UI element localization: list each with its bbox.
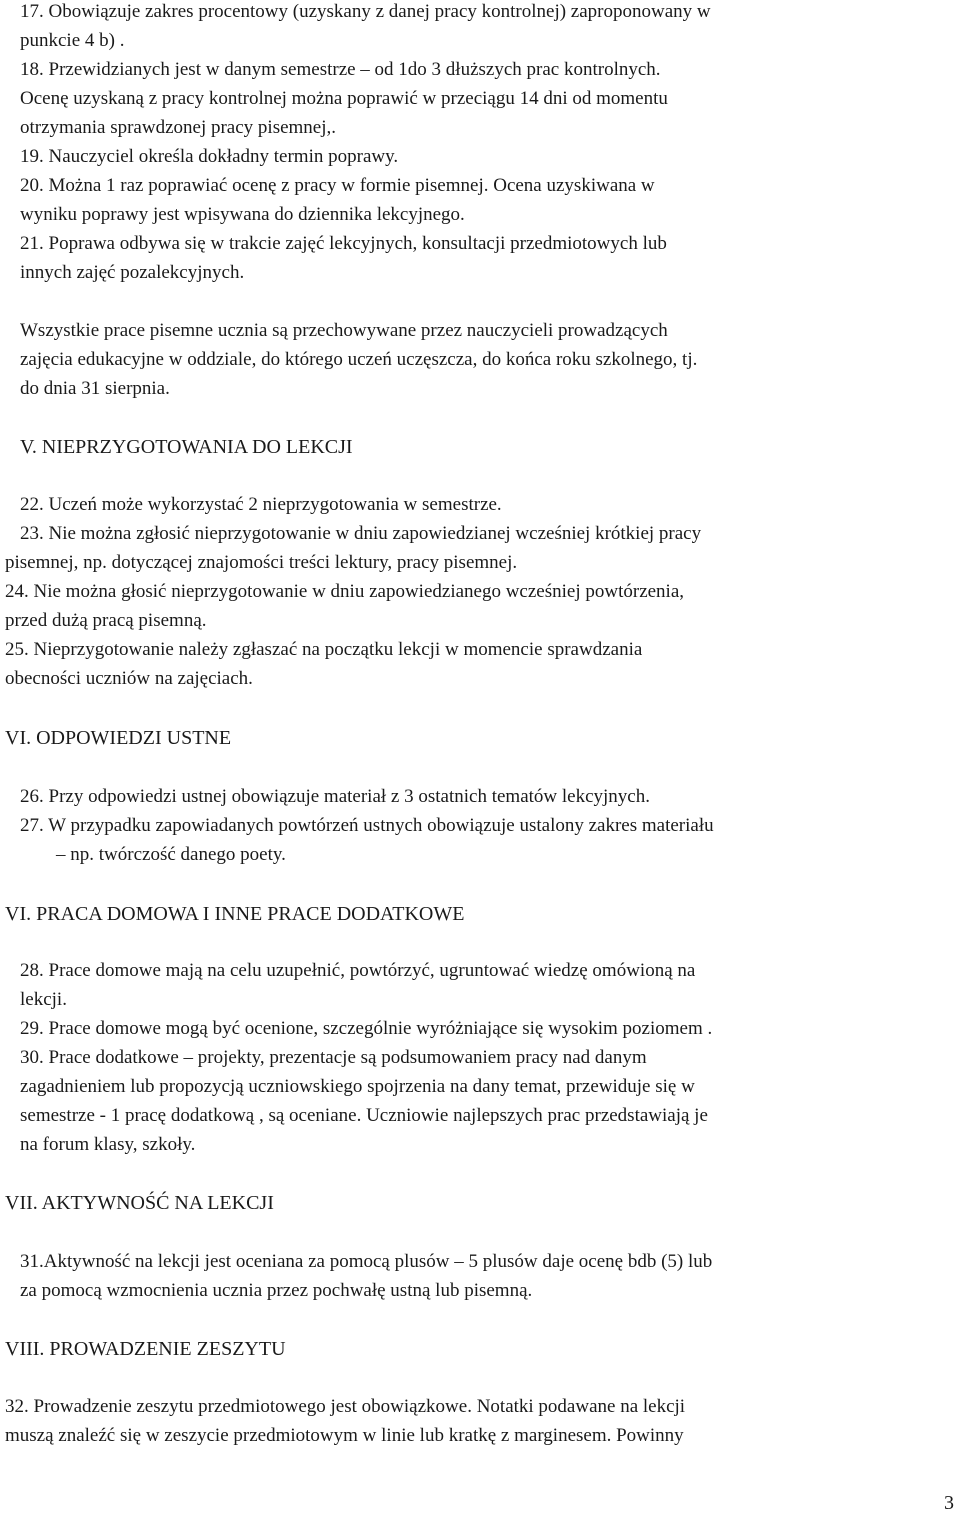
text-line: 20. Można 1 raz poprawiać ocenę z pracy w formie pisemnej. Ocena uzyskiwana w xyxy=(20,175,655,196)
section-heading: VIII. PROWADZENIE ZESZYTU xyxy=(5,1338,286,1360)
text-line: 28. Prace domowe mają na celu uzupełnić, powtórzyć, ugruntować wiedzę omówioną na xyxy=(20,960,696,981)
page-number: 3 xyxy=(944,1492,954,1514)
text-line: 23. Nie można zgłosić nieprzygotowanie w dniu zapowiedzianej wcześniej krótkiej pracy xyxy=(20,523,702,544)
text-line: za pomocą wzmocnienia ucznia przez pochwałę ustną lub pisemną. xyxy=(20,1280,533,1301)
text-line: pisemnej, np. dotyczącej znajomości treści lektury, pracy pisemnej. xyxy=(5,552,518,573)
text-line: punkcie 4 b) . xyxy=(20,30,125,51)
text-line: 17. Obowiązuje zakres procentowy (uzyskany z danej pracy kontrolnej) zaproponowany w xyxy=(20,1,711,22)
section-heading: VI. ODPOWIEDZI USTNE xyxy=(5,727,232,749)
text-line: 31.Aktywność na lekcji jest oceniana za pomocą plusów – 5 plusów daje ocenę bdb (5) lub xyxy=(20,1251,713,1272)
text-line: 22. Uczeń może wykorzystać 2 nieprzygotowania w semestrze. xyxy=(20,494,502,515)
text-line: Ocenę uzyskaną z pracy kontrolnej można poprawić w przeciągu 14 dni od momentu xyxy=(20,88,668,109)
text-line: 25. Nieprzygotowanie należy zgłaszać na początku lekcji w momencie sprawdzania xyxy=(5,639,643,660)
text-line: lekcji. xyxy=(20,989,67,1010)
section-heading: VI. PRACA DOMOWA I INNE PRACE DODATKOWE xyxy=(5,903,465,925)
text-line: 30. Prace dodatkowe – projekty, prezentacje są podsumowaniem pracy nad danym xyxy=(20,1047,647,1068)
text-line: 26. Przy odpowiedzi ustnej obowiązuje materiał z 3 ostatnich tematów lekcyjnych. xyxy=(20,786,650,807)
text-line: 32. Prowadzenie zeszytu przedmiotowego jest obowiązkowe. Notatki podawane na lekcji xyxy=(5,1396,686,1417)
text-line: semestrze - 1 pracę dodatkową , są oceniane. Uczniowie najlepszych prac przedstawiają je xyxy=(20,1105,708,1126)
text-line: zajęcia edukacyjne w oddziale, do którego uczeń uczęszcza, do końca roku szkolnego, tj. xyxy=(20,349,698,370)
text-line: zagadnieniem lub propozycją uczniowskiego spojrzenia na dany temat, przewiduje się w xyxy=(20,1076,695,1097)
text-line: innych zajęć pozalekcyjnych. xyxy=(20,262,245,283)
text-line: na forum klasy, szkoły. xyxy=(20,1134,196,1155)
text-line: 18. Przewidzianych jest w danym semestrze – od 1do 3 dłuższych prac kontrolnych. xyxy=(20,59,661,80)
text-line: 27. W przypadku zapowiadanych powtórzeń ustnych obowiązuje ustalony zakres materiału xyxy=(20,815,714,836)
text-line: 29. Prace domowe mogą być ocenione, szczególnie wyróżniające się wysokim poziomem . xyxy=(20,1018,713,1039)
section-heading: VII. AKTYWNOŚĆ NA LEKCJI xyxy=(5,1192,274,1214)
text-line: do dnia 31 sierpnia. xyxy=(20,378,170,399)
text-line: przed dużą pracą pisemną. xyxy=(5,610,207,631)
text-line: – np. twórczość danego poety. xyxy=(56,844,286,865)
text-line: 24. Nie można głosić nieprzygotowanie w dniu zapowiedzianego wcześniej powtórzenia, xyxy=(5,581,685,602)
text-line: otrzymania sprawdzonej pracy pisemnej,. xyxy=(20,117,337,138)
section-heading: V. NIEPRZYGOTOWANIA DO LEKCJI xyxy=(20,436,353,458)
text-line: obecności uczniów na zajęciach. xyxy=(5,668,253,689)
text-line: 19. Nauczyciel określa dokładny termin poprawy. xyxy=(20,146,399,167)
text-line: Wszystkie prace pisemne ucznia są przechowywane przez nauczycieli prowadzących xyxy=(20,320,668,341)
text-line: 21. Poprawa odbywa się w trakcie zajęć lekcyjnych, konsultacji przedmiotowych lub xyxy=(20,233,667,254)
text-line: wyniku poprawy jest wpisywana do dziennika lekcyjnego. xyxy=(20,204,465,225)
text-line: muszą znaleźć się w zeszycie przedmiotowym w linie lub kratkę z marginesem. Powinny xyxy=(5,1425,684,1446)
